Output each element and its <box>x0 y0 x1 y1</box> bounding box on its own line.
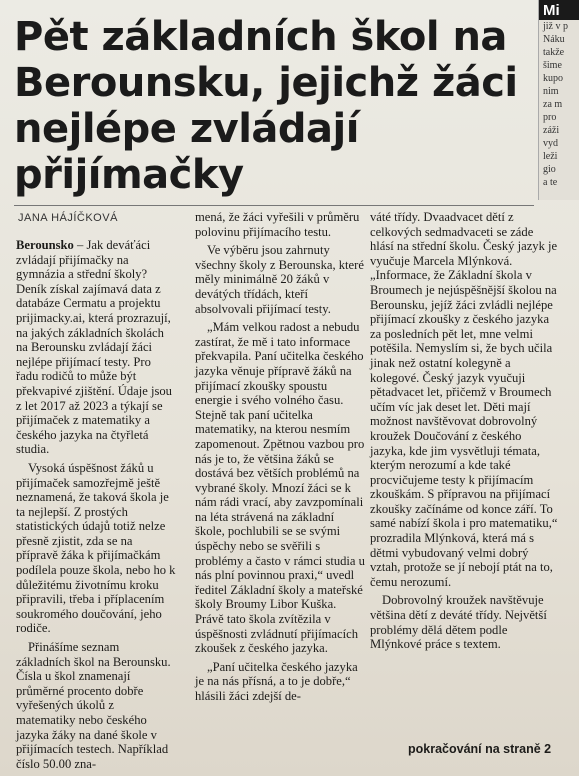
edge-line: nim <box>543 86 559 97</box>
paragraph: Dobrovolný kroužek navštěvuje většina dětí z deváté třídy. Největší problémy dělá dětem podle Mlýnkové práce s textem. <box>370 593 547 652</box>
edge-line: leži <box>543 151 558 162</box>
paragraph: „Paní učitelka českého jazyka je na nás přísná, a to je dobře,“ hlásili žáci zdejší de- <box>195 659 358 703</box>
edge-line: záži <box>543 125 560 136</box>
paragraph: Vysoká úspěšnost žáků u přijímaček samozřejmě ještě neznamená, že taková škola je ta nejlepší. Z prostých statistických údajů totiž nelze přesně zjistit, zda se na přípravě žáka k přijímačkám podílela pouze škola, nebo ho k důležitému životnímu kroku připravili, třeba i příplacením soukromého doučování, jeho rodiče. <box>16 460 176 636</box>
headline-divider <box>14 205 534 206</box>
article-headline: Pět základních škol na Berounsku, jejichž žáci nejlépe zvládají přijímačky <box>14 14 518 198</box>
lead-paragraph <box>16 238 176 457</box>
article-column-1 <box>16 238 176 775</box>
edge-line: za m <box>543 99 563 110</box>
paragraph: Přinášíme seznam základních škol na Berounsku. Čísla u škol znamenají průměrné procento dobře vyřešených úkolů z matematiky nebo českého jazyka žáky na dané škole v přijímacích testech. Například číslo 50.00 zna- <box>16 640 171 771</box>
lead-text: – Jak deváťáci zvládají přijímačky na gymnázia a střední školy? Deník získal zajímavá data z databáze Cermatu a projektu prijimacky.ai, která prozrazují, na jakých základních školách na Berounsku zvládají žáci nejlépe přijímací testy. Pro řadu rodičů to může být překvapivé zjištění. Údaje jsou z let 2017 až 2023 a týkají se přijímaček z matematiky a českého jazyka na čtyřletá studia. <box>16 238 172 457</box>
edge-line: pro <box>543 112 557 123</box>
paragraph: mená, že žáci vyřešili v průměru polovinu přijímacího testu. <box>195 210 360 239</box>
dateline: Berounsko <box>16 238 74 252</box>
adjacent-column-edge <box>538 0 579 200</box>
paragraph: váté třídy. Dvaadvacet dětí z celkových sedmadvaceti se záde hlásí na střední školu. Český jazyk je vyučuje Marcela Mlýnková. „Informace, že Základní škola v Broumech je nejúspěšnější školou na Berounsku, jejíž žáci zvládli nejlépe přijímací zkoušky z českého jazyka za posledních pět let, mne velmi potěšila. Nemyslím si, že bych učila jinak než ostatní kolegyně a kolegové. Český jazyk vyučuji pětadvacet let, přičemž v Broumech učím víc jak deset let. Děti mají možnost navštěvovat dobrovolný kroužek Doučování z českého jazyka, kde jim vysvětluji témata, kterým nerozumí a kde také procvičujeme testy k přijímacím zkouškám. S přípravou na přijímací zkoušky začínáme od konce září. To samé nabízí škola i pro matematiku,“ prozradila Mlýnková, která má s dětmi vybudovaný velmi dobrý vztah, protože se jí nebojí ptát na to, čemu nerozumí. <box>370 210 558 589</box>
edge-line: a te <box>543 177 558 188</box>
byline: JANA HÁJÍČKOVÁ <box>18 212 118 224</box>
edge-line: šime <box>543 60 562 71</box>
article-column-3 <box>370 210 560 656</box>
adjacent-column-heading: Mi <box>539 0 579 20</box>
article-column-2 <box>195 210 365 708</box>
edge-line: takže <box>543 47 565 58</box>
edge-line: již v p <box>543 21 568 32</box>
paragraph: Ve výběru jsou zahrnuty všechny školy z Berounska, které měly minimálně 20 žáků v devátých třídách, kteří absolvovali přijímací testy. <box>195 243 364 316</box>
edge-line: kupo <box>543 73 563 84</box>
continuation-note: pokračování na straně 2 <box>408 742 552 756</box>
paragraph: „Mám velkou radost a nebudu zastírat, že mě i tato informace překvapila. Paní učitelka českého jazyka věnuje přípravě žáků na přijímací zkoušky spoustu energie i svého volného času. Stejně tak paní učitelka matematiky, na kterou nesmím zapomenout. Zpětnou vazbou pro nás je to, že většina žáků se dostává bez větších problémů na vybrané školy. Mnozí žáci se k nám rádi vrací, aby zavzpomínali na léta strávená na základní škole, pochlubili se se svými úspěchy nebo se svěřili s problémy a často v rámci studia u nás plní povinnou praxi,“ uvedl ředitel Základní školy a mateřské školy Broumy Libor Kuška. Právě tato škola zvítězila v úspěšnosti zvládnutí přijímacích zkoušek z českého jazyka. <box>195 320 365 656</box>
edge-line: gio <box>543 164 556 175</box>
edge-line: vyd <box>543 138 558 149</box>
edge-line: Náku <box>543 34 565 45</box>
